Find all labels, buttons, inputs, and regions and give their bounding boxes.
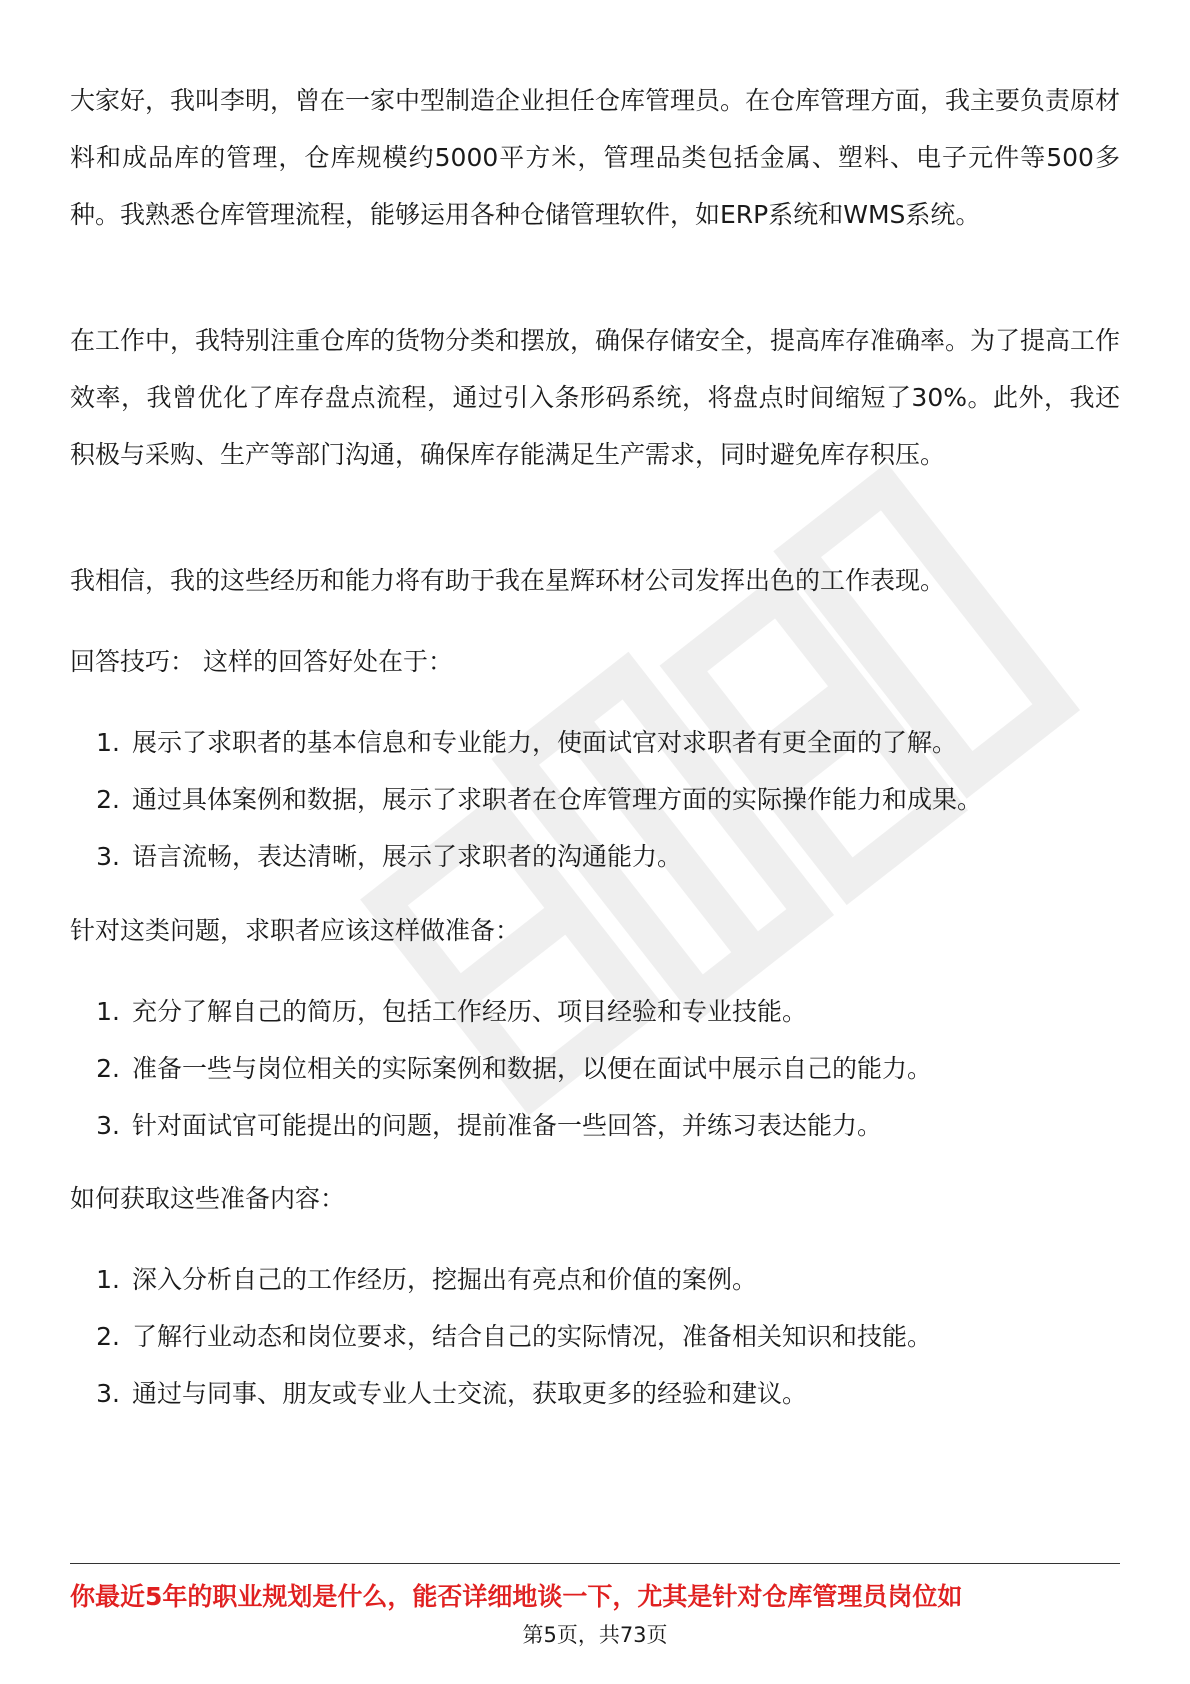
intro-paragraph: 大家好，我叫李明，曾在一家中型制造企业担任仓库管理员。在仓库管理方面，我主要负责原材料和成品库的管理，仓库规模约5000平方米，管理品类包括金属、塑料、电子元件等500多种。我熟悉仓库管理流程，能够运用各种仓储管理软件，如ERP系统和WMS系统。 (70, 86, 1121, 229)
list-number: 1. (96, 997, 120, 1026)
obtain-list (70, 1251, 1120, 1422)
list-number: 2. (96, 785, 120, 814)
list-number: 1. (96, 1265, 120, 1294)
prep-list (70, 983, 1120, 1154)
list-text: 针对面试官可能提出的问题，提前准备一些回答，并练习表达能力。 (132, 1111, 883, 1140)
list-number: 3. (96, 1379, 120, 1408)
list-item (70, 1040, 1120, 1097)
list-number: 3. (96, 842, 120, 871)
list-text: 通过与同事、朋友或专业人士交流，获取更多的经验和建议。 (132, 1379, 808, 1408)
list-text: 语言流畅，表达清晰，展示了求职者的沟通能力。 (132, 842, 683, 871)
tips-heading: 回答技巧： 这样的回答好处在于： (70, 647, 453, 676)
experience-paragraph: 在工作中，我特别注重仓库的货物分类和摆放，确保存储安全，提高库存准确率。为了提高工作效率，我曾优化了库存盘点流程，通过引入条形码系统，将盘点时间缩短了30%。此外，我还积极与采购、生产等部门沟通，确保库存能满足生产需求，同时避免库存积压。 (70, 326, 1121, 469)
footer-divider (70, 1563, 1120, 1564)
list-item (70, 771, 1120, 828)
list-text: 准备一些与岗位相关的实际案例和数据，以便在面试中展示自己的能力。 (132, 1054, 933, 1083)
prep-heading: 针对这类问题，求职者应该这样做准备： (70, 916, 521, 945)
list-item (70, 983, 1120, 1040)
list-item (70, 1308, 1120, 1365)
list-text: 深入分析自己的工作经历，挖掘出有亮点和价值的案例。 (132, 1265, 758, 1294)
list-number: 3. (96, 1111, 120, 1140)
list-item (70, 828, 1120, 885)
next-question-link[interactable]: 你最近5年的职业规划是什么，能否详细地谈一下，尤其是针对仓库管理员岗位如 (70, 1582, 963, 1611)
list-number: 2. (96, 1322, 120, 1351)
list-number: 1. (96, 728, 120, 757)
list-item (70, 1251, 1120, 1308)
obtain-heading: 如何获取这些准备内容： (70, 1184, 346, 1213)
tips-list (70, 714, 1120, 885)
list-text: 通过具体案例和数据，展示了求职者在仓库管理方面的实际操作能力和成果。 (132, 785, 983, 814)
list-number: 2. (96, 1054, 120, 1083)
list-text: 充分了解自己的简历，包括工作经历、项目经验和专业技能。 (132, 997, 808, 1026)
list-text: 了解行业动态和岗位要求，结合自己的实际情况，准备相关知识和技能。 (132, 1322, 933, 1351)
list-item (70, 1097, 1120, 1154)
list-item (70, 1365, 1120, 1422)
closing-paragraph: 我相信，我的这些经历和能力将有助于我在星辉环材公司发挥出色的工作表现。 (70, 566, 946, 595)
list-text: 展示了求职者的基本信息和专业能力，使面试官对求职者有更全面的了解。 (132, 728, 958, 757)
list-item (70, 714, 1120, 771)
page-number: 第5页，共73页 (522, 1623, 668, 1647)
